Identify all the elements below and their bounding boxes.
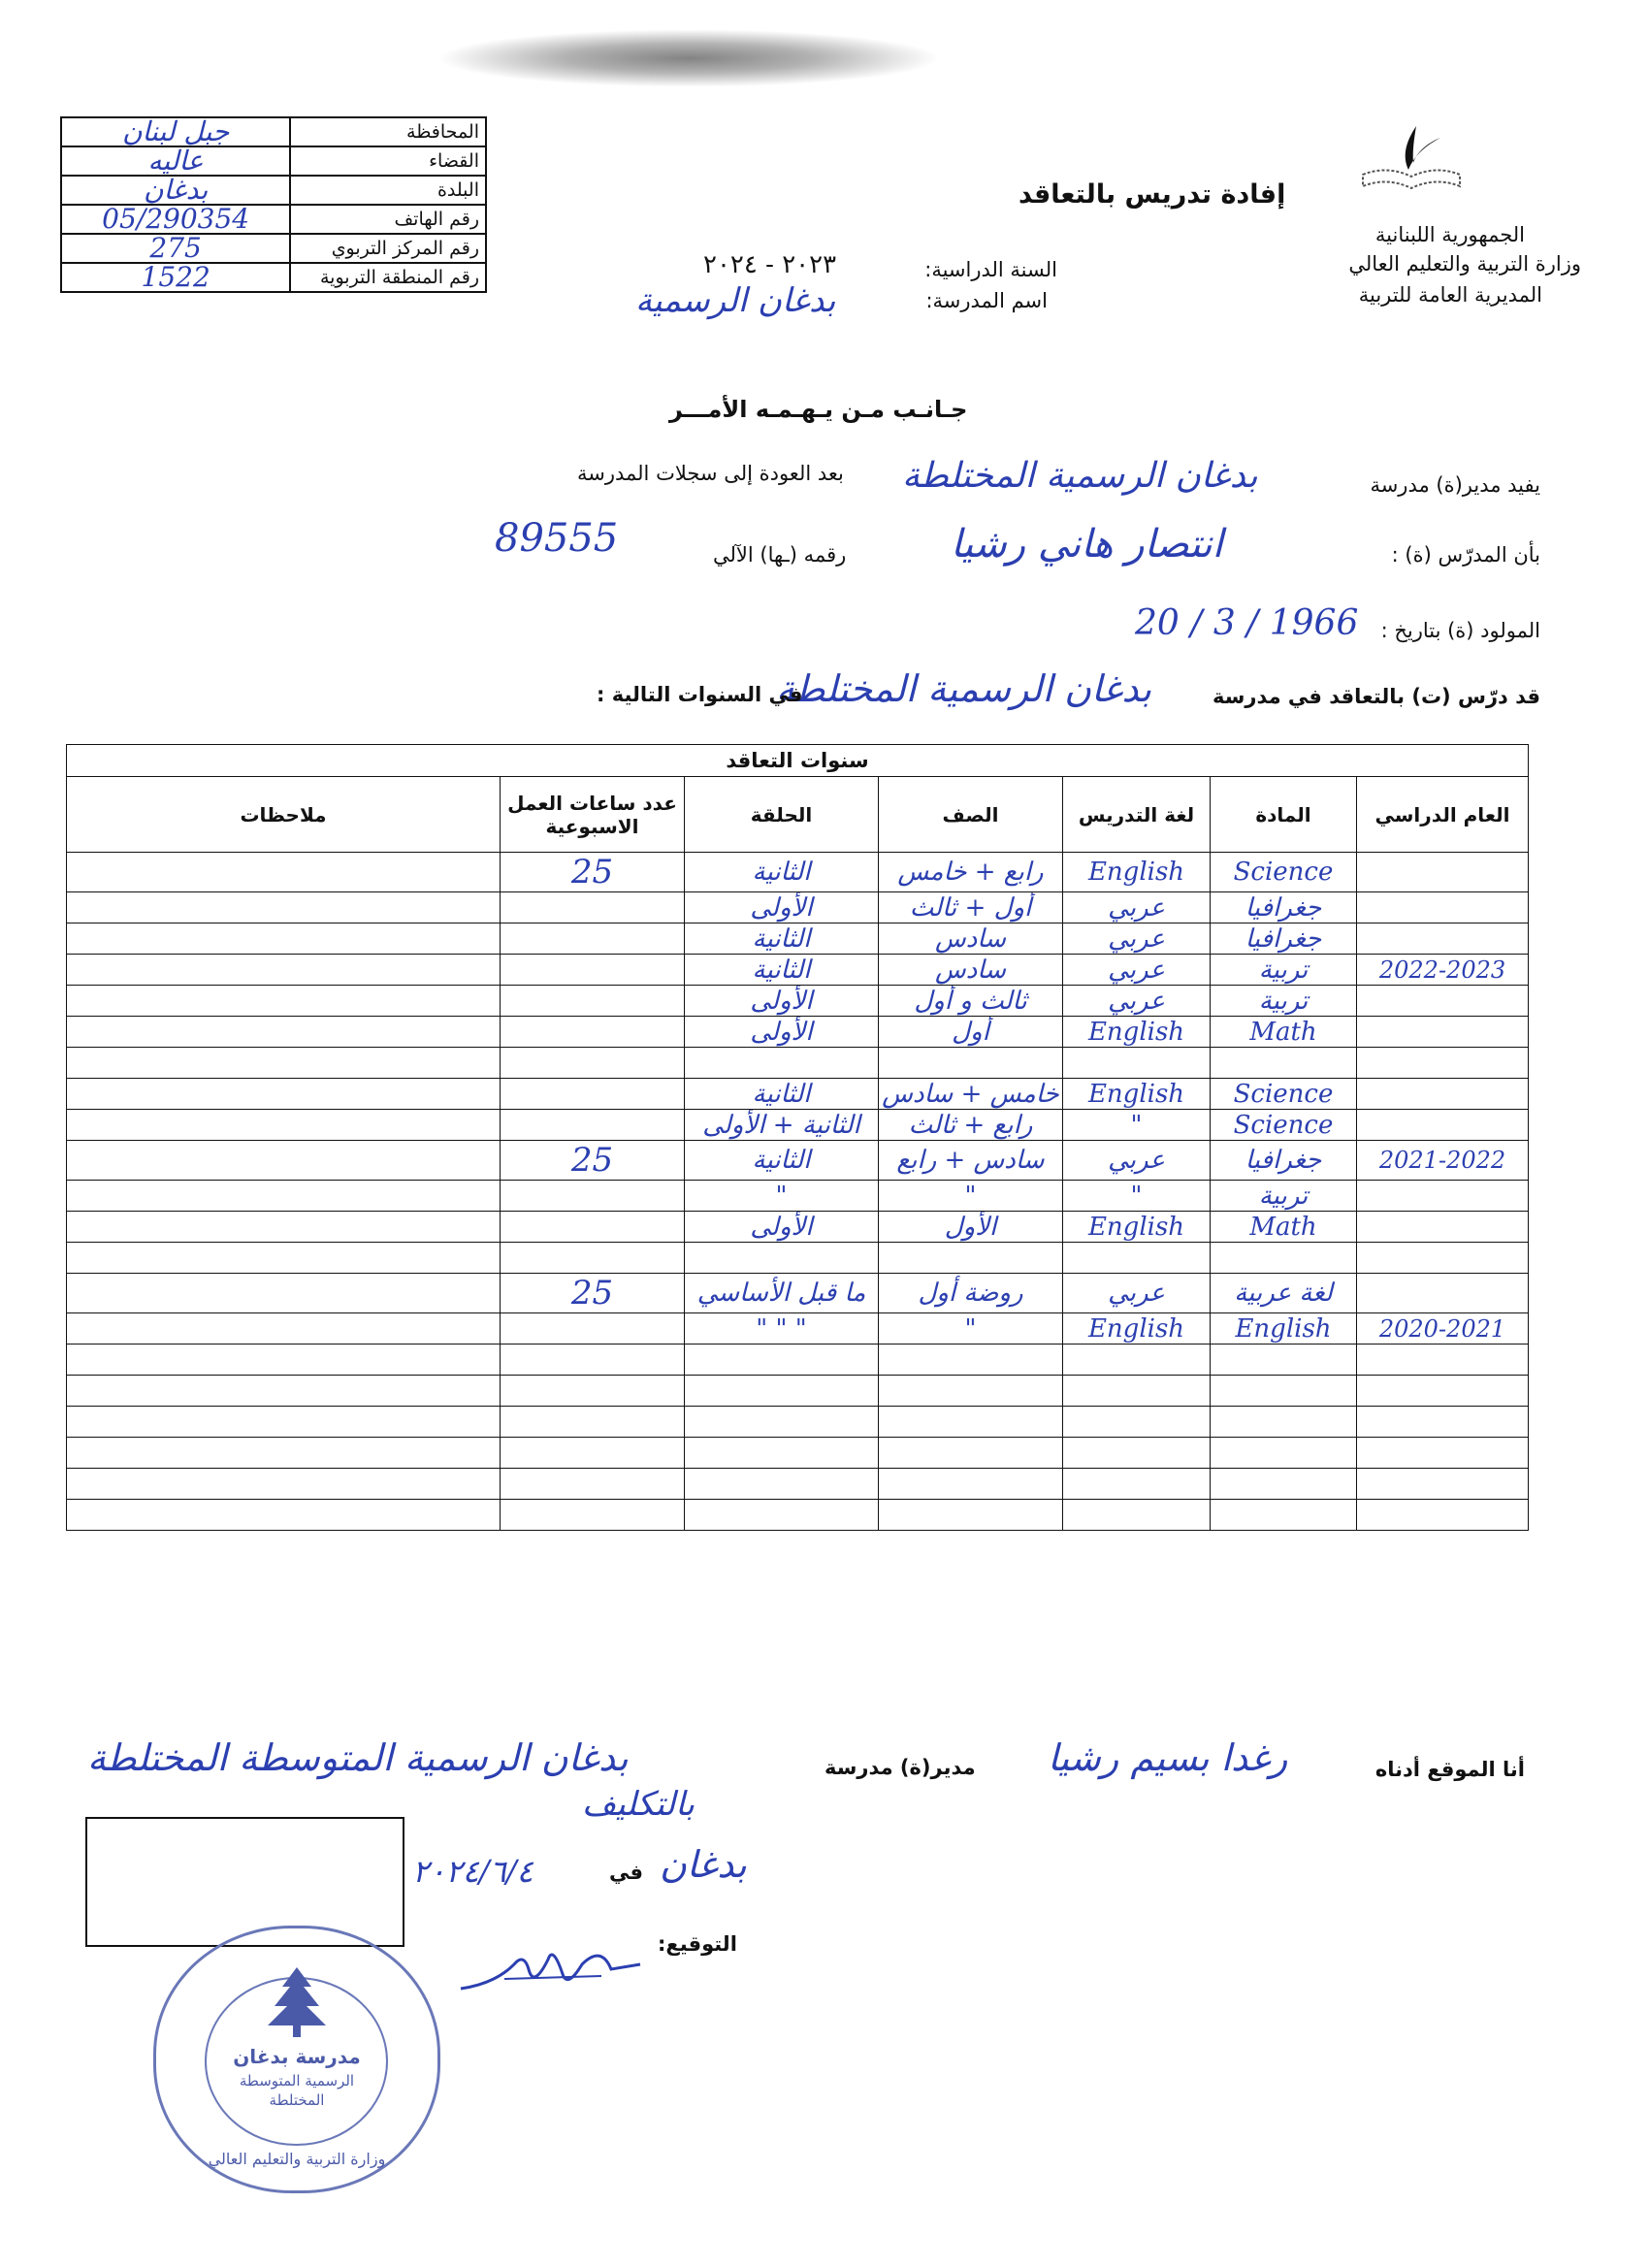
col-header-notes: ملاحظات [67,777,501,853]
signature-label: التوقيع: [658,1932,737,1956]
cell-subject: Science [1211,1079,1357,1110]
cell-notes [67,1141,501,1181]
info-row [61,117,486,146]
table-row [67,1376,1529,1407]
cell-cycle: الثانية [685,1079,879,1110]
cedar-tree-icon [263,1962,331,2040]
table-row [67,892,1529,923]
cell-cycle [685,1048,879,1079]
cell-language [1063,1469,1211,1500]
cell-class: أول [879,1017,1063,1048]
cell-notes [67,1274,501,1313]
table-caption: سنوات التعاقد [67,745,1529,777]
info-row [61,176,486,205]
cell-subject: تربية [1211,1181,1357,1212]
cell-hours [501,1438,685,1469]
table-row [67,1274,1529,1313]
cell-class: الأول [879,1212,1063,1243]
stamp-text-2: الرسمية المتوسطة [239,2072,355,2090]
cell-hours [501,1500,685,1531]
info-value: جبل لبنان [61,117,290,146]
cell-subject: جغرافيا [1211,923,1357,955]
cell-hours [501,955,685,986]
cell-cycle [685,1376,879,1407]
cell-hours [501,1079,685,1110]
table-row [67,853,1529,892]
document-title: إفادة تدريس بالتعاقد [1018,179,1286,210]
cell-language: " [1063,1181,1211,1212]
cell-notes [67,1376,501,1407]
info-label: المحافظة [290,117,486,146]
cell-year [1357,1376,1529,1407]
table-row [67,1469,1529,1500]
cell-year [1357,853,1529,892]
director-label: مدير(ة) مدرسة [824,1756,976,1779]
cell-subject: Science [1211,1110,1357,1141]
school-full-name: بدغان الرسمية المتوسطة المختلطة [87,1736,629,1779]
school-year-value: ٢٠٢٣ - ٢٠٢٤ [703,250,837,279]
info-row [61,146,486,176]
cell-language: English [1063,1017,1211,1048]
table-row [67,1110,1529,1141]
info-value: عاليه [61,146,290,176]
table-row [67,1407,1529,1438]
official-stamp [153,1926,440,2193]
cell-class: روضة أول [879,1274,1063,1313]
cell-cycle [685,1438,879,1469]
cell-class [879,1243,1063,1274]
stamp-text-1: مدرسة بدغان [233,2045,361,2068]
cell-notes [67,955,501,986]
info-label: القضاء [290,146,486,176]
cell-notes [67,1500,501,1531]
cell-cycle: " " " [685,1313,879,1345]
cell-subject: Math [1211,1017,1357,1048]
cell-class: خامس + سادس [879,1079,1063,1110]
cell-subject [1211,1438,1357,1469]
cell-notes [67,1048,501,1079]
cell-cycle: الثانية [685,923,879,955]
cell-notes [67,1345,501,1376]
ministry-logo [1358,116,1465,194]
cell-class [879,1376,1063,1407]
number-label: رقمه (ـها) الآلي [713,543,847,567]
cell-cycle [685,1469,879,1500]
book-flame-icon [1358,116,1465,194]
table-row [67,955,1529,986]
cell-subject [1211,1345,1357,1376]
cell-year: 2021-2022 [1357,1141,1529,1181]
cell-hours [501,986,685,1017]
cell-class: " [879,1313,1063,1345]
cell-class: " [879,1181,1063,1212]
cell-class [879,1345,1063,1376]
cell-cycle: الأولى [685,986,879,1017]
cell-hours [501,1017,685,1048]
cell-language [1063,1243,1211,1274]
line1-suffix: بعد العودة إلى سجلات المدرسة [577,462,844,485]
cell-subject: Science [1211,853,1357,892]
cell-hours [501,1376,685,1407]
cell-year [1357,1500,1529,1531]
contract-years-table [66,744,1529,1531]
cell-notes [67,892,501,923]
cell-cycle: الثانية [685,853,879,892]
table-row [67,1017,1529,1048]
cell-cycle: الثانية + الأولى [685,1110,879,1141]
col-header-hours: عدد ساعات العمل الاسبوعية [501,777,685,853]
cell-cycle [685,1500,879,1531]
date-value: ٢٠٢٤/٦/٤ [412,1853,534,1890]
cell-class: سادس + رابع [879,1141,1063,1181]
cell-cycle: الأولى [685,1017,879,1048]
cell-year [1357,1181,1529,1212]
cell-hours: 25 [501,1141,685,1181]
cell-language: عربي [1063,923,1211,955]
cell-year: 2022-2023 [1357,955,1529,986]
cell-subject: لغة عربية [1211,1274,1357,1313]
table-row [67,1345,1529,1376]
to-whom-heading: جـانـب مـن يـهـمـه الأمـــر [669,396,968,423]
cell-year [1357,1017,1529,1048]
cell-notes [67,1469,501,1500]
cell-subject [1211,1243,1357,1274]
table-row [67,923,1529,955]
school-full-name-2: بالتكليف [582,1785,695,1824]
cell-language: English [1063,853,1211,892]
table-row [67,1313,1529,1345]
cell-subject: جغرافيا [1211,892,1357,923]
cell-class: ثالث و أول [879,986,1063,1017]
cell-language: English [1063,1079,1211,1110]
cell-cycle: الثانية [685,955,879,986]
cell-year [1357,1345,1529,1376]
cell-cycle: الثانية [685,1141,879,1181]
cell-language [1063,1500,1211,1531]
cell-language: عربي [1063,955,1211,986]
cell-subject: Math [1211,1212,1357,1243]
col-header-language: لغة التدريس [1063,777,1211,853]
school-year-label: السنة الدراسية: [924,258,1057,281]
republic-name: الجمهورية اللبنانية [1374,223,1525,246]
cell-cycle [685,1243,879,1274]
teacher-label: بأن المدرّس (ة) : [1391,543,1540,567]
cell-subject: English [1211,1313,1357,1345]
undersigned-label: أنا الموقع أدناه [1374,1758,1525,1781]
cell-cycle [685,1345,879,1376]
cell-hours [501,1345,685,1376]
table-row [67,986,1529,1017]
cell-notes [67,986,501,1017]
table-row [67,1243,1529,1274]
birth-value: 20 / 3 / 1966 [1135,603,1359,643]
cell-class: سادس [879,955,1063,986]
cell-class [879,1407,1063,1438]
blank-box [85,1817,404,1947]
cell-year [1357,923,1529,955]
cell-notes [67,1110,501,1141]
cell-hours [501,1243,685,1274]
cell-year [1357,1243,1529,1274]
info-value: 05/290354 [61,205,290,234]
in-label: في [609,1861,643,1884]
cell-hours [501,1469,685,1500]
info-value: 1522 [61,263,290,292]
cell-year [1357,1110,1529,1141]
cell-hours [501,1048,685,1079]
cell-language: عربي [1063,1274,1211,1313]
cell-year [1357,1212,1529,1243]
cell-language: عربي [1063,986,1211,1017]
cell-notes [67,1313,501,1345]
cell-language [1063,1345,1211,1376]
info-table [60,116,487,293]
col-header-cycle: الحلقة [685,777,879,853]
info-label: البلدة [290,176,486,205]
cell-cycle: الأولى [685,892,879,923]
cell-hours [501,1181,685,1212]
cell-class [879,1438,1063,1469]
table-row [67,1181,1529,1212]
cell-language: عربي [1063,892,1211,923]
cell-subject: جغرافيا [1211,1141,1357,1181]
table-body [67,853,1529,1531]
stamp-text-3: المختلطة [269,2091,325,2109]
cell-hours: 25 [501,853,685,892]
cell-hours [501,1407,685,1438]
cell-year [1357,1407,1529,1438]
cell-hours [501,1212,685,1243]
cell-cycle: الأولى [685,1212,879,1243]
cell-language: English [1063,1212,1211,1243]
scan-smudge [436,29,941,87]
cell-hours [501,923,685,955]
table-row [67,1438,1529,1469]
cell-class [879,1500,1063,1531]
cell-hours [501,892,685,923]
line1-school: بدغان الرسمية المختلطة [902,456,1258,496]
cell-class: رابع + ثالث [879,1110,1063,1141]
cell-language: English [1063,1313,1211,1345]
info-value: 275 [61,234,290,263]
cell-language: عربي [1063,1141,1211,1181]
cell-subject: تربية [1211,986,1357,1017]
taught-school: بدغان الرسمية المختلطة [776,667,1152,710]
info-label: رقم المنطقة التربوية [290,263,486,292]
cell-year: 2020-2021 [1357,1313,1529,1345]
cell-class [879,1469,1063,1500]
cell-class [879,1048,1063,1079]
cell-year [1357,1438,1529,1469]
number-value: 89555 [495,516,619,561]
info-label: رقم الهاتف [290,205,486,234]
cell-year [1357,986,1529,1017]
stamp-ring-text: وزارة التربية والتعليم العالي [208,2150,386,2168]
signature-scribble-icon [456,1935,650,2003]
cell-subject [1211,1048,1357,1079]
cell-cycle: ما قبل الأساسي [685,1274,879,1313]
table-row [67,1141,1529,1181]
cell-language [1063,1407,1211,1438]
cell-notes [67,1407,501,1438]
cell-cycle [685,1407,879,1438]
cell-subject [1211,1469,1357,1500]
cell-class: رابع + خامس [879,853,1063,892]
cell-hours: 25 [501,1274,685,1313]
teacher-name: انتصار هاني رشيا [951,522,1223,567]
table-row [67,1079,1529,1110]
table-row [67,1048,1529,1079]
taught-suffix: في السنوات التالية : [597,683,803,706]
handwritten-signature [456,1935,650,2003]
cell-hours [501,1110,685,1141]
cell-subject [1211,1407,1357,1438]
cell-year [1357,892,1529,923]
info-row [61,205,486,234]
cell-language [1063,1376,1211,1407]
info-row [61,234,486,263]
ministry-name: وزارة التربية والتعليم العالي [1348,252,1581,275]
cell-notes [67,923,501,955]
table-caption-row [67,745,1529,777]
cell-class: سادس [879,923,1063,955]
info-label: رقم المركز التربوي [290,234,486,263]
col-header-class: الصف [879,777,1063,853]
table-row [67,1500,1529,1531]
info-value: بدغان [61,176,290,205]
table-row [67,1212,1529,1243]
cell-notes [67,1212,501,1243]
cell-year [1357,1469,1529,1500]
cell-notes [67,853,501,892]
taught-prefix: قد درّس (ت) بالتعاقد في مدرسة [1212,685,1540,708]
col-header-year: العام الدراسي [1357,777,1529,853]
col-header-subject: المادة [1211,777,1357,853]
place-value: بدغان [660,1843,747,1886]
school-name-label: اسم المدرسة: [925,289,1048,312]
cell-year [1357,1274,1529,1313]
school-name-value: بدغان الرسمية [635,281,836,320]
cell-notes [67,1017,501,1048]
cell-subject [1211,1376,1357,1407]
cell-language: " [1063,1110,1211,1141]
table-header-row [67,777,1529,853]
cell-notes [67,1181,501,1212]
directorate-name: المديرية العامة للتربية [1358,283,1542,307]
cell-language [1063,1438,1211,1469]
cell-hours [501,1313,685,1345]
cell-notes [67,1079,501,1110]
cell-subject [1211,1500,1357,1531]
line1-prefix: يفيد مدير(ة) مدرسة [1370,473,1540,497]
cell-notes [67,1438,501,1469]
info-row [61,263,486,292]
cell-class: أول + ثالث [879,892,1063,923]
cell-subject: تربية [1211,955,1357,986]
director-name: رغدا بسيم رشيا [1048,1736,1288,1779]
birth-label: المولود (ة) بتاريخ : [1380,619,1540,642]
cell-year [1357,1048,1529,1079]
cell-cycle: " [685,1181,879,1212]
cell-year [1357,1079,1529,1110]
cell-language [1063,1048,1211,1079]
cell-notes [67,1243,501,1274]
